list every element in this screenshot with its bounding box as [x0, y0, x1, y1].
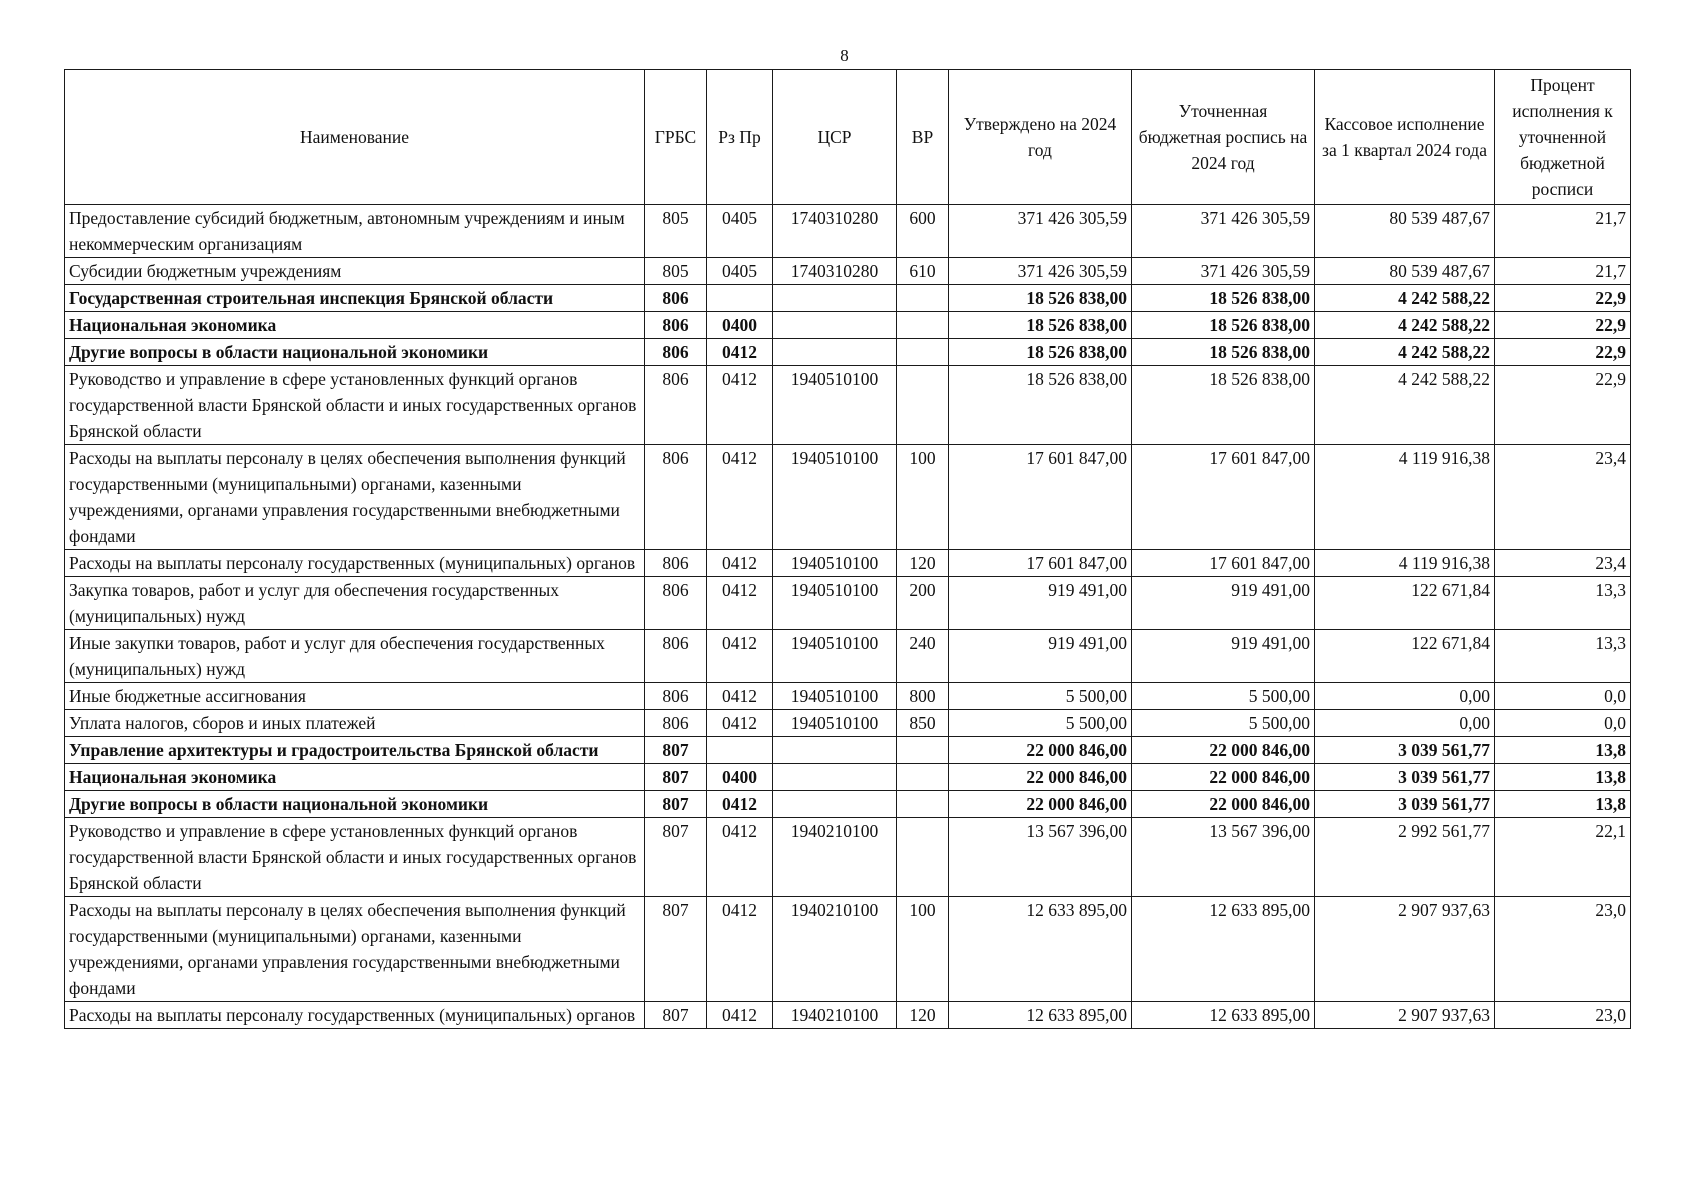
- cell-grbs: 806: [645, 445, 707, 550]
- cell-refined: 17 601 847,00: [1132, 550, 1315, 577]
- cell-cash: 4 242 588,22: [1315, 285, 1495, 312]
- cell-percent: 22,9: [1495, 312, 1631, 339]
- table-row: [65, 205, 1631, 258]
- cell-approved: 371 426 305,59: [949, 258, 1132, 285]
- cell-name: Другие вопросы в области национальной экономики: [65, 791, 645, 818]
- cell-vr: 610: [897, 258, 949, 285]
- cell-vr: [897, 791, 949, 818]
- table-row: [65, 550, 1631, 577]
- cell-vr: [897, 818, 949, 897]
- cell-cash: 0,00: [1315, 710, 1495, 737]
- cell-percent: 22,1: [1495, 818, 1631, 897]
- cell-approved: 22 000 846,00: [949, 737, 1132, 764]
- table-row: [65, 1002, 1631, 1029]
- header-refined: Уточненная бюджетная роспись на 2024 год: [1132, 70, 1315, 205]
- cell-percent: 23,0: [1495, 1002, 1631, 1029]
- cell-cash: 4 242 588,22: [1315, 366, 1495, 445]
- cell-percent: 13,8: [1495, 737, 1631, 764]
- cell-name: Руководство и управление в сфере установленных функций органов государственной власти Брянской области и иных государственных органов Брянской области: [65, 366, 645, 445]
- cell-name: Управление архитектуры и градостроительства Брянской области: [65, 737, 645, 764]
- header-vr: ВР: [897, 70, 949, 205]
- cell-vr: 100: [897, 445, 949, 550]
- cell-grbs: 806: [645, 550, 707, 577]
- cell-cash: 80 539 487,67: [1315, 205, 1495, 258]
- cell-refined: 18 526 838,00: [1132, 339, 1315, 366]
- cell-grbs: 805: [645, 258, 707, 285]
- table-row: [65, 630, 1631, 683]
- cell-rzpr: 0412: [707, 791, 773, 818]
- cell-refined: 17 601 847,00: [1132, 445, 1315, 550]
- cell-rzpr: [707, 285, 773, 312]
- header-approved: Утверждено на 2024 год: [949, 70, 1132, 205]
- cell-vr: 800: [897, 683, 949, 710]
- cell-grbs: 806: [645, 630, 707, 683]
- cell-cash: 122 671,84: [1315, 630, 1495, 683]
- cell-vr: [897, 312, 949, 339]
- table-row: [65, 764, 1631, 791]
- cell-percent: 21,7: [1495, 258, 1631, 285]
- cell-rzpr: 0405: [707, 205, 773, 258]
- cell-name: Иные бюджетные ассигнования: [65, 683, 645, 710]
- cell-approved: 18 526 838,00: [949, 312, 1132, 339]
- cell-name: Расходы на выплаты персоналу в целях обеспечения выполнения функций государственными (муниципальными) органами, казенными учреждениями, органами управления государственными внебюджетными фондами: [65, 445, 645, 550]
- cell-approved: 22 000 846,00: [949, 791, 1132, 818]
- cell-refined: 18 526 838,00: [1132, 312, 1315, 339]
- cell-cash: 3 039 561,77: [1315, 737, 1495, 764]
- cell-csr: [773, 312, 897, 339]
- cell-grbs: 807: [645, 764, 707, 791]
- cell-name: Национальная экономика: [65, 312, 645, 339]
- cell-grbs: 807: [645, 791, 707, 818]
- cell-percent: 0,0: [1495, 710, 1631, 737]
- cell-rzpr: 0412: [707, 1002, 773, 1029]
- cell-cash: 80 539 487,67: [1315, 258, 1495, 285]
- table-row: [65, 258, 1631, 285]
- cell-refined: 371 426 305,59: [1132, 258, 1315, 285]
- cell-rzpr: 0412: [707, 339, 773, 366]
- cell-approved: 13 567 396,00: [949, 818, 1132, 897]
- header-grbs: ГРБС: [645, 70, 707, 205]
- table-header-row: [65, 70, 1631, 205]
- cell-rzpr: 0412: [707, 897, 773, 1002]
- table-row: [65, 312, 1631, 339]
- cell-grbs: 807: [645, 897, 707, 1002]
- cell-grbs: 806: [645, 339, 707, 366]
- cell-refined: 919 491,00: [1132, 577, 1315, 630]
- cell-csr: [773, 737, 897, 764]
- cell-refined: 371 426 305,59: [1132, 205, 1315, 258]
- cell-refined: 5 500,00: [1132, 710, 1315, 737]
- cell-cash: 4 242 588,22: [1315, 312, 1495, 339]
- cell-vr: 200: [897, 577, 949, 630]
- budget-table: [64, 69, 1631, 1029]
- cell-approved: 18 526 838,00: [949, 285, 1132, 312]
- cell-csr: 1940210100: [773, 1002, 897, 1029]
- cell-cash: 3 039 561,77: [1315, 764, 1495, 791]
- cell-refined: 22 000 846,00: [1132, 791, 1315, 818]
- cell-csr: [773, 285, 897, 312]
- cell-name: Уплата налогов, сборов и иных платежей: [65, 710, 645, 737]
- cell-name: Руководство и управление в сфере установленных функций органов государственной власти Брянской области и иных государственных органов Брянской области: [65, 818, 645, 897]
- cell-refined: 12 633 895,00: [1132, 897, 1315, 1002]
- cell-rzpr: 0412: [707, 366, 773, 445]
- cell-vr: [897, 764, 949, 791]
- cell-grbs: 806: [645, 710, 707, 737]
- cell-csr: [773, 791, 897, 818]
- cell-grbs: 807: [645, 818, 707, 897]
- cell-grbs: 807: [645, 1002, 707, 1029]
- cell-rzpr: 0412: [707, 818, 773, 897]
- cell-grbs: 806: [645, 312, 707, 339]
- cell-grbs: 806: [645, 366, 707, 445]
- cell-percent: 0,0: [1495, 683, 1631, 710]
- cell-csr: 1940510100: [773, 366, 897, 445]
- cell-approved: 919 491,00: [949, 577, 1132, 630]
- header-cash: Кассовое исполнение за 1 квартал 2024 года: [1315, 70, 1495, 205]
- cell-rzpr: 0412: [707, 630, 773, 683]
- cell-percent: 13,3: [1495, 577, 1631, 630]
- cell-rzpr: 0400: [707, 312, 773, 339]
- cell-cash: 122 671,84: [1315, 577, 1495, 630]
- cell-name: Закупка товаров, работ и услуг для обеспечения государственных (муниципальных) нужд: [65, 577, 645, 630]
- cell-name: Расходы на выплаты персоналу в целях обеспечения выполнения функций государственными (муниципальными) органами, казенными учреждениями, органами управления государственными внебюджетными фондами: [65, 897, 645, 1002]
- table-row: [65, 577, 1631, 630]
- cell-approved: 18 526 838,00: [949, 339, 1132, 366]
- cell-percent: 23,4: [1495, 445, 1631, 550]
- cell-percent: 13,8: [1495, 764, 1631, 791]
- cell-rzpr: 0400: [707, 764, 773, 791]
- cell-name: Государственная строительная инспекция Брянской области: [65, 285, 645, 312]
- cell-csr: 1740310280: [773, 258, 897, 285]
- cell-csr: 1940210100: [773, 897, 897, 1002]
- cell-percent: 22,9: [1495, 366, 1631, 445]
- cell-approved: 12 633 895,00: [949, 1002, 1132, 1029]
- cell-approved: 22 000 846,00: [949, 764, 1132, 791]
- cell-percent: 13,3: [1495, 630, 1631, 683]
- cell-rzpr: [707, 737, 773, 764]
- cell-csr: [773, 764, 897, 791]
- cell-name: Расходы на выплаты персоналу государственных (муниципальных) органов: [65, 1002, 645, 1029]
- cell-approved: 371 426 305,59: [949, 205, 1132, 258]
- cell-csr: 1940510100: [773, 710, 897, 737]
- cell-vr: 120: [897, 550, 949, 577]
- cell-name: Иные закупки товаров, работ и услуг для обеспечения государственных (муниципальных) нужд: [65, 630, 645, 683]
- header-name: Наименование: [65, 70, 645, 205]
- cell-name: Предоставление субсидий бюджетным, автономным учреждениям и иным некоммерческим организациям: [65, 205, 645, 258]
- cell-vr: [897, 339, 949, 366]
- cell-rzpr: 0412: [707, 550, 773, 577]
- cell-rzpr: 0412: [707, 577, 773, 630]
- cell-csr: 1940510100: [773, 683, 897, 710]
- cell-percent: 21,7: [1495, 205, 1631, 258]
- cell-csr: 1940510100: [773, 550, 897, 577]
- cell-vr: 120: [897, 1002, 949, 1029]
- cell-grbs: 806: [645, 683, 707, 710]
- cell-vr: 600: [897, 205, 949, 258]
- cell-csr: 1940210100: [773, 818, 897, 897]
- table-row: [65, 897, 1631, 1002]
- header-rzpr: Рз Пр: [707, 70, 773, 205]
- cell-cash: 4 119 916,38: [1315, 445, 1495, 550]
- cell-cash: 2 907 937,63: [1315, 897, 1495, 1002]
- cell-vr: 850: [897, 710, 949, 737]
- cell-name: Расходы на выплаты персоналу государственных (муниципальных) органов: [65, 550, 645, 577]
- cell-cash: 4 119 916,38: [1315, 550, 1495, 577]
- cell-rzpr: 0412: [707, 710, 773, 737]
- cell-grbs: 807: [645, 737, 707, 764]
- cell-percent: 23,0: [1495, 897, 1631, 1002]
- table-row: [65, 791, 1631, 818]
- cell-percent: 23,4: [1495, 550, 1631, 577]
- cell-refined: 919 491,00: [1132, 630, 1315, 683]
- cell-vr: [897, 737, 949, 764]
- cell-approved: 5 500,00: [949, 710, 1132, 737]
- cell-refined: 18 526 838,00: [1132, 285, 1315, 312]
- cell-name: Другие вопросы в области национальной экономики: [65, 339, 645, 366]
- cell-csr: [773, 339, 897, 366]
- cell-approved: 12 633 895,00: [949, 897, 1132, 1002]
- cell-rzpr: 0412: [707, 683, 773, 710]
- cell-percent: 22,9: [1495, 285, 1631, 312]
- cell-percent: 22,9: [1495, 339, 1631, 366]
- page-number: 8: [840, 46, 849, 65]
- cell-cash: 2 907 937,63: [1315, 1002, 1495, 1029]
- table-row: [65, 737, 1631, 764]
- table-row: [65, 339, 1631, 366]
- cell-cash: 4 242 588,22: [1315, 339, 1495, 366]
- cell-csr: 1740310280: [773, 205, 897, 258]
- cell-csr: 1940510100: [773, 630, 897, 683]
- cell-approved: 919 491,00: [949, 630, 1132, 683]
- cell-approved: 5 500,00: [949, 683, 1132, 710]
- cell-refined: 5 500,00: [1132, 683, 1315, 710]
- cell-name: Субсидии бюджетным учреждениям: [65, 258, 645, 285]
- table-body: [65, 205, 1631, 1029]
- cell-refined: 13 567 396,00: [1132, 818, 1315, 897]
- cell-rzpr: 0405: [707, 258, 773, 285]
- cell-approved: 17 601 847,00: [949, 445, 1132, 550]
- cell-vr: [897, 366, 949, 445]
- cell-vr: 100: [897, 897, 949, 1002]
- table-row: [65, 285, 1631, 312]
- cell-rzpr: 0412: [707, 445, 773, 550]
- cell-refined: 22 000 846,00: [1132, 737, 1315, 764]
- cell-csr: 1940510100: [773, 577, 897, 630]
- cell-cash: 0,00: [1315, 683, 1495, 710]
- cell-csr: 1940510100: [773, 445, 897, 550]
- cell-name: Национальная экономика: [65, 764, 645, 791]
- cell-refined: 18 526 838,00: [1132, 366, 1315, 445]
- table-row: [65, 683, 1631, 710]
- cell-approved: 17 601 847,00: [949, 550, 1132, 577]
- header-percent: Процент исполнения к уточненной бюджетной росписи: [1495, 70, 1631, 205]
- table-row: [65, 366, 1631, 445]
- cell-refined: 12 633 895,00: [1132, 1002, 1315, 1029]
- cell-refined: 22 000 846,00: [1132, 764, 1315, 791]
- table-row: [65, 818, 1631, 897]
- cell-grbs: 806: [645, 285, 707, 312]
- cell-approved: 18 526 838,00: [949, 366, 1132, 445]
- cell-cash: 2 992 561,77: [1315, 818, 1495, 897]
- table-row: [65, 710, 1631, 737]
- cell-vr: [897, 285, 949, 312]
- header-csr: ЦСР: [773, 70, 897, 205]
- table-row: [65, 445, 1631, 550]
- cell-grbs: 805: [645, 205, 707, 258]
- cell-percent: 13,8: [1495, 791, 1631, 818]
- cell-vr: 240: [897, 630, 949, 683]
- cell-cash: 3 039 561,77: [1315, 791, 1495, 818]
- cell-grbs: 806: [645, 577, 707, 630]
